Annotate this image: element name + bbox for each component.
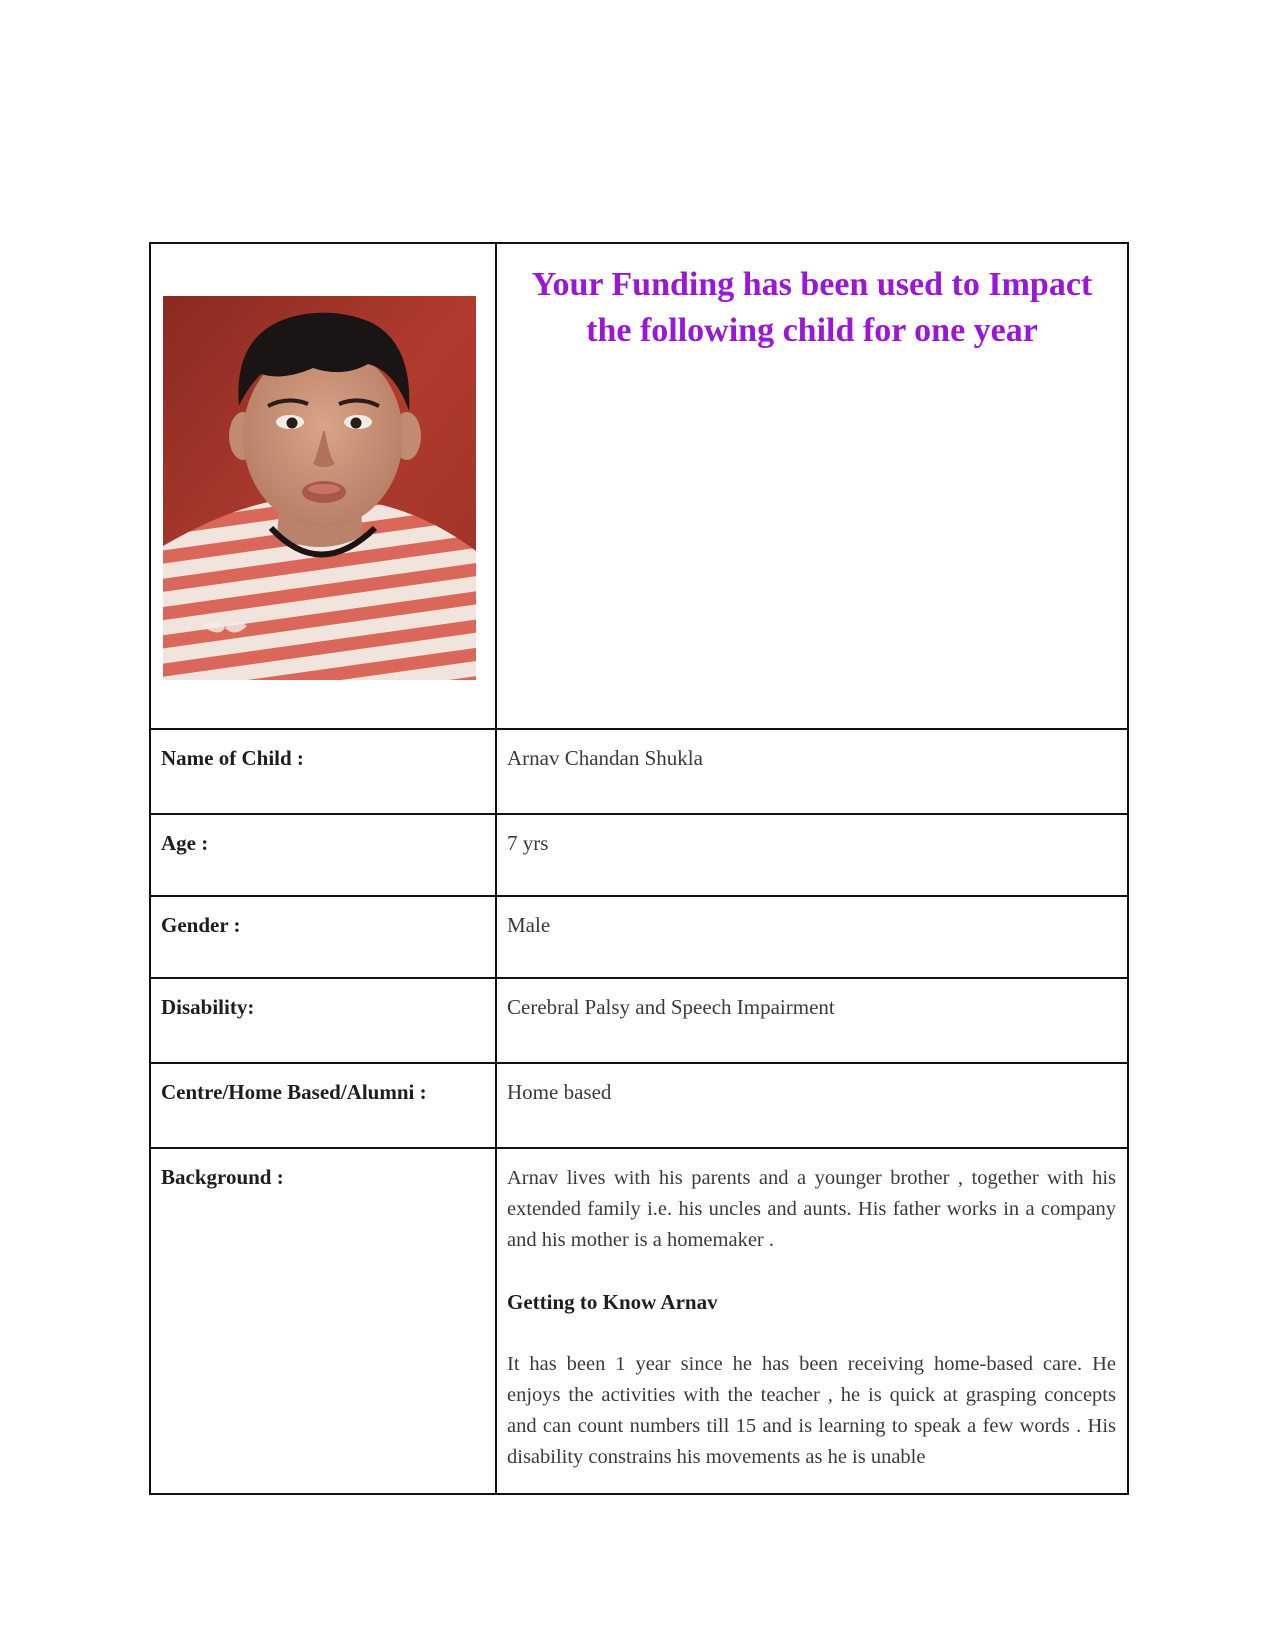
page-heading: Your Funding has been used to Impact the following child for one year xyxy=(531,266,1093,349)
heading-cell xyxy=(496,243,1128,729)
row-age xyxy=(150,814,1128,896)
age-value: 7 yrs xyxy=(507,831,549,855)
centre-value: Home based xyxy=(507,1080,612,1104)
gender-value: Male xyxy=(507,913,551,937)
child-photo xyxy=(163,296,476,680)
name-label: Name of Child : xyxy=(161,746,304,770)
background-content xyxy=(496,1148,1128,1494)
row-background xyxy=(150,1148,1128,1494)
centre-label: Centre/Home Based/Alumni : xyxy=(161,1080,427,1104)
disability-value: Cerebral Palsy and Speech Impairment xyxy=(507,995,835,1019)
row-name-of-child xyxy=(150,729,1128,814)
gender-label: Gender : xyxy=(161,913,241,937)
row-disability xyxy=(150,978,1128,1063)
background-paragraph-care: It has been 1 year since he has been receiving home-based care. He enjoys the activities with the teacher , he is quick at grasping concepts and can count numbers till 15 and is learning to speak a few words . His disability constrains his movements as he is unable xyxy=(507,1353,1116,1468)
photo-heading-row xyxy=(150,243,1128,729)
child-profile-table xyxy=(149,242,1129,1495)
photo-cell xyxy=(150,243,496,729)
row-gender xyxy=(150,896,1128,978)
background-label: Background : xyxy=(161,1165,284,1189)
name-value: Arnav Chandan Shukla xyxy=(507,746,703,770)
disability-label: Disability: xyxy=(161,995,255,1019)
row-centre-home-based xyxy=(150,1063,1128,1148)
age-label: Age : xyxy=(161,831,209,855)
child-photo-image xyxy=(163,296,476,680)
background-paragraph-family: Arnav lives with his parents and a younger brother , together with his extended family i.e. his uncles and aunts. His father works in a company and his mother is a homemaker . xyxy=(507,1167,1116,1251)
background-subheading: Getting to Know Arnav xyxy=(507,1290,718,1314)
